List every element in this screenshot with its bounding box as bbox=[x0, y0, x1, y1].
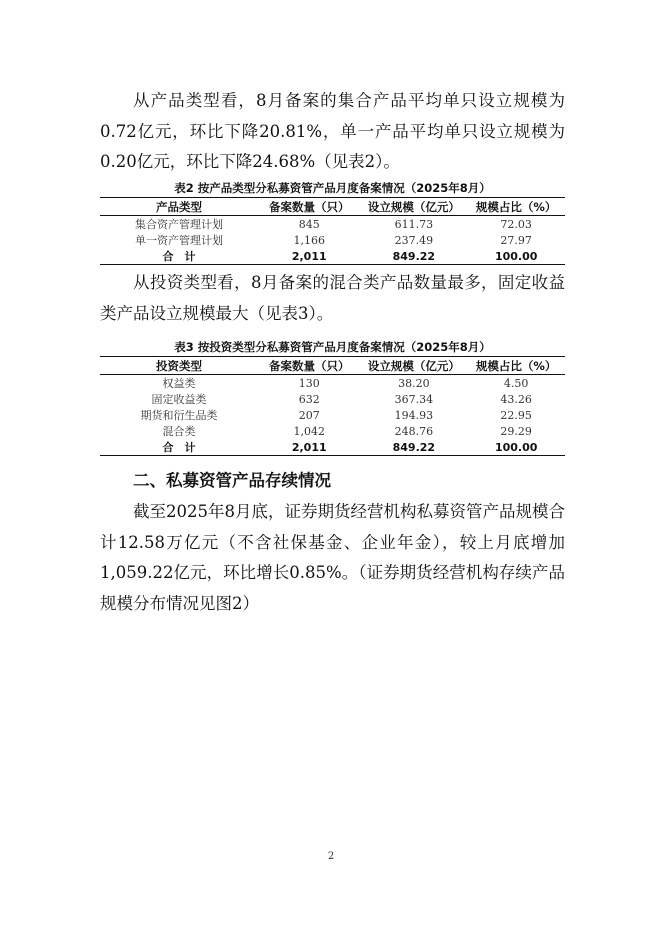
table-cell: 2,011 bbox=[258, 248, 360, 265]
table-cell: 1,166 bbox=[293, 233, 325, 247]
table-row bbox=[100, 375, 565, 392]
table-cell: 100.00 bbox=[467, 439, 565, 456]
column-header: 规模占比（%） bbox=[467, 357, 565, 375]
paragraph-product-type: 从产品类型看，8月备案的集合产品平均单只设立规模为0.72亿元，环比下降20.81%，单一产品平均单只设立规模为0.20亿元，环比下降24.68%（见表2）。 bbox=[100, 91, 565, 171]
table-row bbox=[100, 407, 565, 423]
table-cell: 72.03 bbox=[500, 217, 532, 231]
table-cell: 130 bbox=[298, 376, 320, 390]
column-header: 备案数量（只） bbox=[258, 357, 360, 375]
table-row bbox=[100, 391, 565, 407]
table-cell: 集合资产管理计划 bbox=[135, 218, 224, 231]
table-cell: 38.20 bbox=[398, 376, 430, 390]
column-header: 规模占比（%） bbox=[467, 198, 565, 216]
table-cell: 632 bbox=[298, 392, 320, 406]
paragraph-investment-type: 从投资类型看，8月备案的混合类产品数量最多，固定收益类产品设立规模最大（见表3）。 bbox=[100, 273, 565, 323]
table-cell: 混合类 bbox=[162, 425, 196, 438]
table-row bbox=[100, 232, 565, 248]
page-number: 2 bbox=[327, 851, 335, 862]
table-cell: 100.00 bbox=[467, 248, 565, 265]
table-cell: 27.97 bbox=[500, 233, 532, 247]
table-cell: 22.95 bbox=[500, 408, 532, 422]
table-cell: 845 bbox=[298, 217, 320, 231]
table-cell: 237.49 bbox=[394, 233, 434, 247]
column-header: 产品类型 bbox=[100, 198, 258, 216]
table3-investment-type bbox=[100, 356, 565, 456]
table-total-row bbox=[100, 248, 565, 265]
table-cell: 合 计 bbox=[100, 248, 258, 265]
table-cell: 权益类 bbox=[162, 377, 196, 390]
table-cell: 29.29 bbox=[500, 424, 532, 438]
paragraph-outstanding-scale: 截至2025年8月底，证券期货经营机构私募资管产品规模合计12.58万亿元（不含社保基金、企业年金），较上月底增加1,059.22亿元，环比增长0.85%。（证券期货经营机构存续产品规模分布情况见图2） bbox=[100, 502, 565, 613]
table-cell: 2,011 bbox=[258, 439, 360, 456]
table-cell: 期货和衍生品类 bbox=[140, 409, 218, 422]
column-header: 设立规模（亿元） bbox=[360, 357, 467, 375]
table-cell: 单一资产管理计划 bbox=[135, 234, 224, 247]
table-cell: 849.22 bbox=[360, 439, 467, 456]
table-cell: 248.76 bbox=[394, 424, 434, 438]
table-cell: 611.73 bbox=[394, 217, 434, 231]
table2-caption: 表2 按产品类型分私募资管产品月度备案情况（2025年8月） bbox=[174, 181, 491, 195]
table-cell: 194.93 bbox=[394, 408, 434, 422]
column-header: 设立规模（亿元） bbox=[360, 198, 467, 216]
table-row bbox=[100, 216, 565, 233]
table-header-row bbox=[100, 198, 565, 216]
column-header: 备案数量（只） bbox=[258, 198, 360, 216]
table-cell: 1,042 bbox=[293, 424, 325, 438]
table-cell: 固定收益类 bbox=[151, 393, 207, 406]
table-total-row bbox=[100, 439, 565, 456]
table-cell: 849.22 bbox=[360, 248, 467, 265]
column-header: 投资类型 bbox=[100, 357, 258, 375]
section-heading: 二、私募资管产品存续情况 bbox=[133, 471, 331, 490]
table-row bbox=[100, 423, 565, 439]
table2-product-type bbox=[100, 197, 565, 265]
table-header-row bbox=[100, 357, 565, 375]
table-cell: 207 bbox=[298, 408, 320, 422]
table3-caption: 表3 按投资类型分私募资管产品月度备案情况（2025年8月） bbox=[174, 340, 491, 354]
table-cell: 367.34 bbox=[394, 392, 434, 406]
table-cell: 4.50 bbox=[503, 376, 529, 390]
table-cell: 43.26 bbox=[500, 392, 532, 406]
table-cell: 合 计 bbox=[100, 439, 258, 456]
